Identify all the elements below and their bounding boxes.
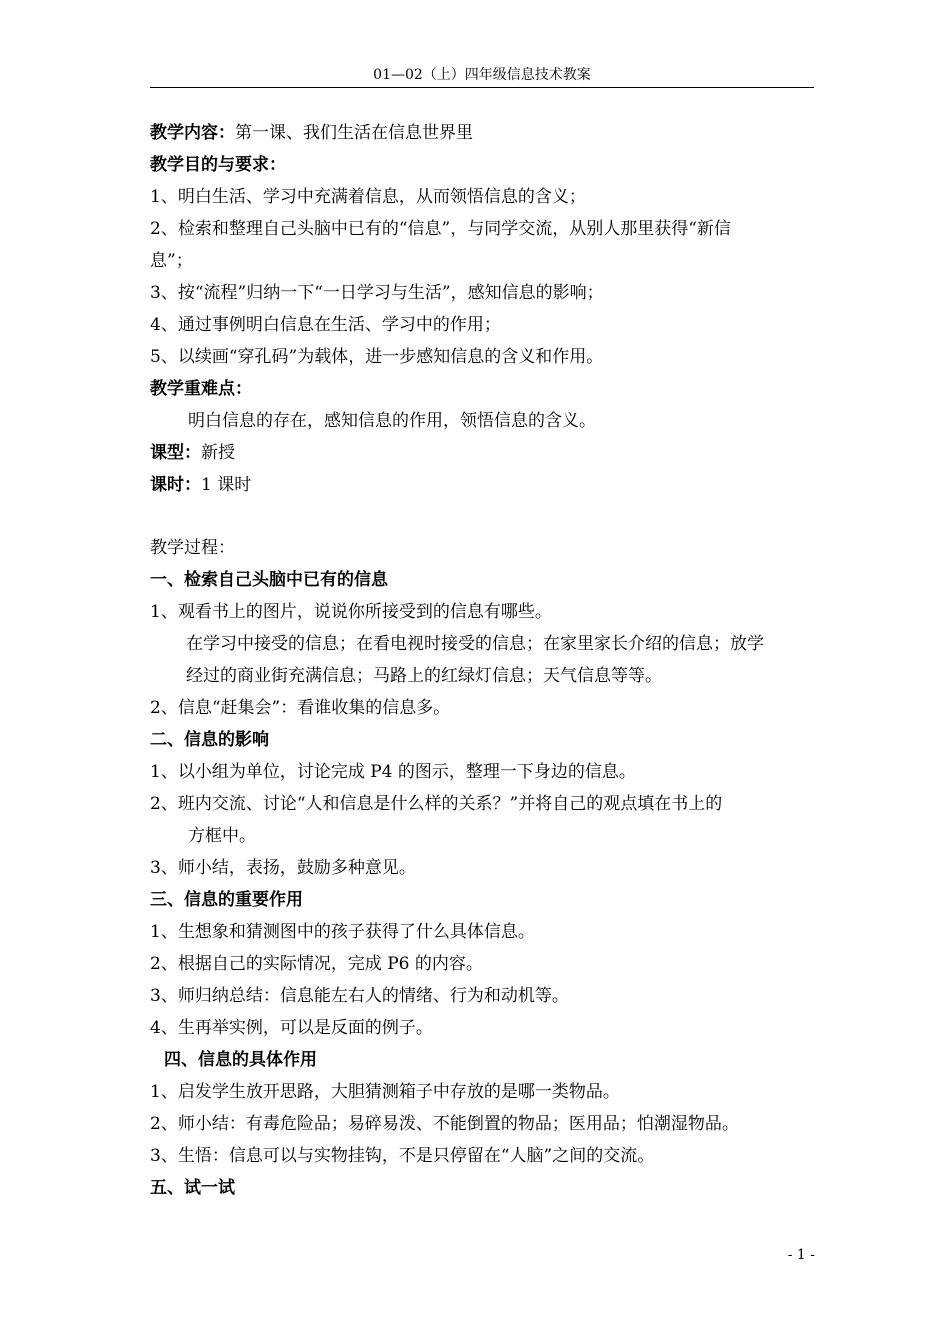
lesson-type-value: 新授 bbox=[201, 443, 235, 463]
section-item: 2、根据自己的实际情况，完成 P6 的内容。 bbox=[150, 954, 483, 974]
goal-item: 2、检索和整理自己头脑中已有的“信息”，与同学交流，从别人那里获得“新信 bbox=[150, 219, 731, 239]
lesson-hours-label: 课时： bbox=[150, 475, 201, 495]
goal-item-continuation: 息”； bbox=[150, 251, 193, 271]
goals-label: 教学目的与要求： bbox=[150, 155, 286, 175]
lesson-hours-line bbox=[150, 469, 814, 501]
section-item: 1、观看书上的图片，说说你所接受到的信息有哪些。 bbox=[150, 602, 552, 622]
section-item: 1、启发学生放开思路，大胆猜测箱子中存放的是哪一类物品。 bbox=[150, 1082, 620, 1102]
document-body bbox=[150, 117, 814, 1204]
section-item: 3、师归纳总结：信息能左右人的情绪、行为和动机等。 bbox=[150, 986, 569, 1006]
goal-item: 5、以续画“穿孔码”为载体，进一步感知信息的含义和作用。 bbox=[150, 347, 604, 367]
goal-item: 1、明白生活、学习中充满着信息，从而领悟信息的含义； bbox=[150, 187, 586, 207]
goal-item: 3、按“流程”归纳一下“一日学习与生活”，感知信息的影响； bbox=[150, 283, 604, 303]
goal-item: 4、通过事例明白信息在生活、学习中的作用； bbox=[150, 315, 501, 335]
spacer bbox=[150, 501, 814, 532]
lesson-content-line bbox=[150, 117, 814, 149]
section-item: 3、生悟：信息可以与实物挂钩，不是只停留在“人脑”之间的交流。 bbox=[150, 1146, 655, 1166]
lesson-content-label: 教学内容： bbox=[150, 123, 235, 143]
section-heading: 二、信息的影响 bbox=[150, 730, 269, 750]
section-item: 4、生再举实例，可以是反面的例子。 bbox=[150, 1018, 433, 1038]
lesson-hours-value: 1 课时 bbox=[201, 475, 252, 495]
section-item: 1、以小组为单位，讨论完成 P4 的图示，整理一下身边的信息。 bbox=[150, 762, 636, 782]
section-item: 2、班内交流、讨论“人和信息是什么样的关系？”并将自己的观点填在书上的 bbox=[150, 794, 723, 814]
page-number: - 1 - bbox=[787, 1247, 815, 1263]
section-item: 2、信息“赶集会”：看谁收集的信息多。 bbox=[150, 698, 451, 718]
section-heading: 一、检索自己头脑中已有的信息 bbox=[150, 570, 388, 590]
lesson-content-value: 第一课、我们生活在信息世界里 bbox=[235, 123, 473, 143]
key-points-label: 教学重难点： bbox=[150, 379, 252, 399]
section-item: 2、师小结：有毒危险品；易碎易泼、不能倒置的物品；医用品；怕潮湿物品。 bbox=[150, 1114, 739, 1134]
page-header: 01—02（上）四年级信息技术教案 bbox=[373, 67, 591, 83]
section-heading: 三、信息的重要作用 bbox=[150, 890, 303, 910]
header-rule bbox=[150, 87, 814, 88]
section-item-continuation: 方框中。 bbox=[188, 826, 256, 846]
section-item: 3、师小结，表扬，鼓励多种意见。 bbox=[150, 858, 416, 878]
section-heading: 五、试一试 bbox=[150, 1178, 235, 1198]
section-item: 1、生想象和猜测图中的孩子获得了什么具体信息。 bbox=[150, 922, 535, 942]
section-item-detail: 经过的商业街充满信息；马路上的红绿灯信息；天气信息等等。 bbox=[186, 666, 662, 686]
lesson-type-line bbox=[150, 437, 814, 469]
key-points-text: 明白信息的存在，感知信息的作用，领悟信息的含义。 bbox=[188, 411, 596, 431]
lesson-type-label: 课型： bbox=[150, 443, 201, 463]
section-heading: 四、信息的具体作用 bbox=[164, 1050, 317, 1070]
section-item-detail: 在学习中接受的信息；在看电视时接受的信息；在家里家长介绍的信息；放学 bbox=[186, 634, 764, 654]
process-title: 教学过程： bbox=[150, 538, 235, 558]
